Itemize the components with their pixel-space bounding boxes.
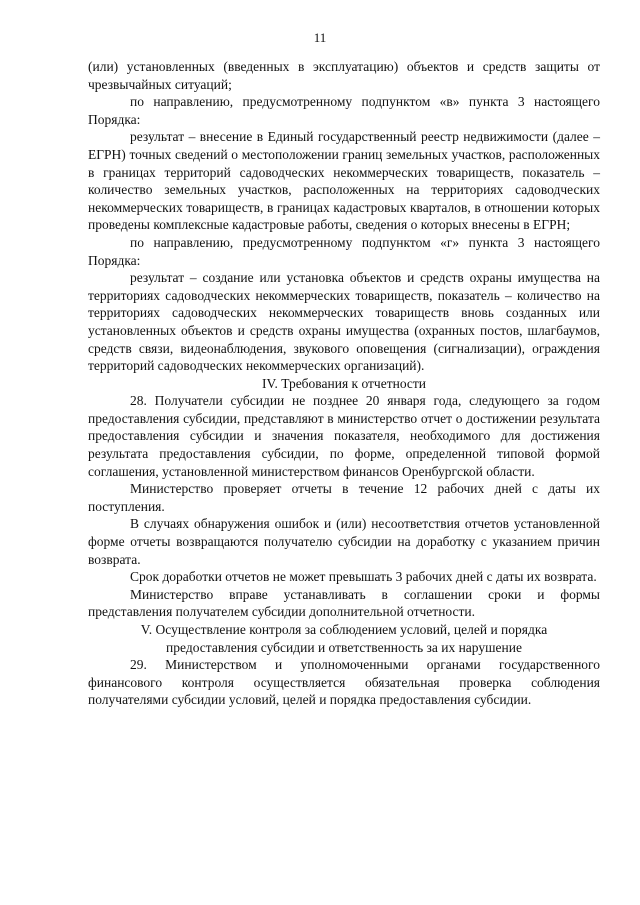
paragraph: Министерство вправе устанавливать в соглашении сроки и формы представления получателем субсидии дополнительной отчетности. xyxy=(88,586,600,620)
document-body xyxy=(88,58,600,709)
section-heading-v xyxy=(88,621,600,656)
section-heading-iv: IV. Требования к отчетности xyxy=(261,375,427,391)
paragraph: Министерство проверяет отчеты в течение 12 рабочих дней с даты их поступления. xyxy=(88,481,600,514)
paragraph: результат – внесение в Единый государственный реестр недвижимости (далее – ЕГРН) точных сведений о местоположении границ земельных участков, расположенных в границах территорий садоводческих некоммерческих товариществ, показатель – количество земельных участков, расположенных на территориях садоводческих некоммерческих товариществ, в границах кадастровых кварталов, в отношении которых проведены комплексные кадастровые работы, сведения о которых внесены в ЕГРН; xyxy=(88,129,600,233)
paragraph: по направлению, предусмотренному подпунктом «в» пункта 3 настоящего Порядка: xyxy=(88,94,600,127)
paragraph: (или) установленных (введенных в эксплуатацию) объектов и средств защиты от чрезвычайных ситуаций; xyxy=(88,59,600,92)
page-number: 11 xyxy=(313,30,327,45)
paragraph: 29. Министерством и уполномоченными органами государственного финансового контроля осуществляется обязательная проверка соблюдения получателями субсидии условий, целей и порядка предоставления субсидии. xyxy=(88,657,600,708)
paragraph: В случаях обнаружения ошибок и (или) несоответствия отчетов установленной форме отчеты возвращаются получателю субсидии на доработку с указанием причин возврата. xyxy=(88,516,600,567)
paragraph: результат – создание или установка объектов и средств охраны имущества на территориях садоводческих некоммерческих товариществ, показатель – количество на территориях садоводческих некоммерческих товариществ вновь созданных или установленных объектов и средств охраны имущества (охранных постов, шлагбаумов, средств связи, видеонаблюдения, звукового оповещения (сигнализации), ограждения территорий садоводческих некоммерческих организаций). xyxy=(88,270,600,374)
paragraph: по направлению, предусмотренному подпунктом «г» пункта 3 настоящего Порядка: xyxy=(88,234,600,268)
paragraph: Срок доработки отчетов не может превышать 3 рабочих дней с даты их возврата. xyxy=(130,569,597,585)
paragraph: 28. Получатели субсидии не позднее 20 января года, следующего за годом предоставления субсидии, представляют в министерство отчет о достижении результата предоставления субсидии и значения показателя, необходимого для достижения результата предоставления субсидии, по форме, определенной типовой формой соглашения, установленной министерством финансов Оренбургской области. xyxy=(88,393,600,479)
section-heading-v-line2: предоставления субсидии и ответственность за их нарушение xyxy=(166,639,522,655)
section-heading-v-line1: V. Осуществление контроля за соблюдением условий, целей и порядка xyxy=(140,622,548,637)
